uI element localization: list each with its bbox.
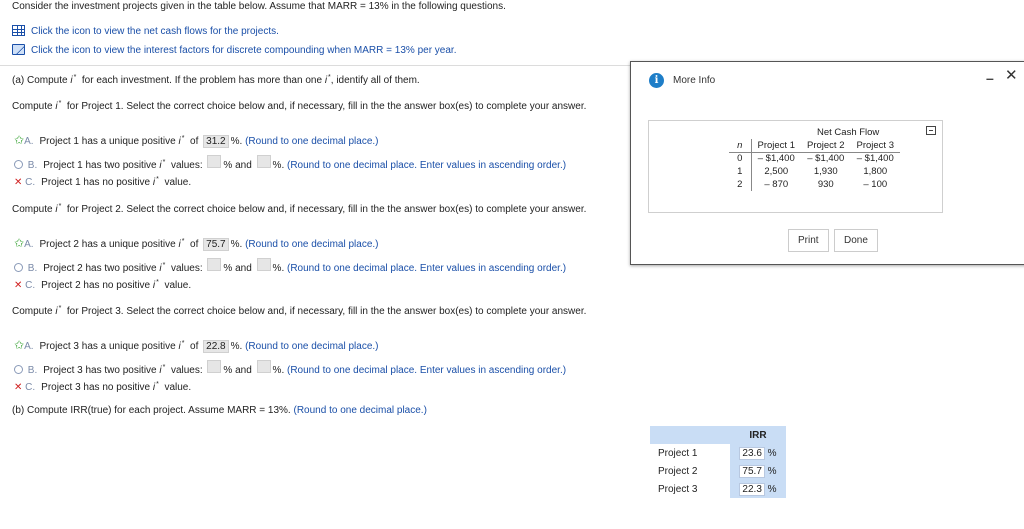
minimize-icon[interactable]: – [986, 70, 994, 86]
project1-prompt: Compute i* for Project 1. Select the correct choice below and, if necessary, fill in the the answer box(es) to complete your answer. [12, 100, 587, 112]
irr-answer-box[interactable]: 22.3 [739, 483, 764, 496]
project1-option-b[interactable]: B. Project 1 has two positive i* values: % and %. (Round to one decimal place. Enter values in ascending order.) [14, 155, 566, 171]
correct-star-icon: ✩ [14, 338, 25, 352]
project3-option-c[interactable]: ✕ C. Project 3 has no positive i* value. [14, 381, 192, 393]
answer-box-1[interactable] [207, 360, 221, 373]
irr-row-label: Project 1 [650, 444, 730, 462]
cash-flow-frame [648, 120, 943, 213]
divider [0, 65, 630, 66]
project1-option-c[interactable]: ✕ C. Project 1 has no positive i* value. [14, 176, 192, 188]
project2-prompt: Compute i* for Project 2. Select the correct choice below and, if necessary, fill in the the answer box(es) to complete your answer. [12, 203, 587, 215]
cashflows-link-text[interactable]: Click the icon to view the net cash flows for the projects. [31, 26, 279, 37]
table-caption: Net Cash Flow [817, 127, 880, 138]
table-grid-icon[interactable] [12, 25, 25, 36]
factors-link[interactable] [12, 44, 456, 56]
part-b-heading: (b) Compute IRR(true) for each project. Assume MARR = 13%. (Round to one decimal place.) [12, 405, 427, 416]
col-project2: Project 2 [801, 139, 851, 152]
part-a-heading: (a) Compute i* for each investment. If the problem has more than one i*, identify all of them. [12, 74, 420, 86]
project2-option-b[interactable]: B. Project 2 has two positive i* values: % and %. (Round to one decimal place. Enter values in ascending order.) [14, 258, 566, 274]
project3-option-a[interactable]: ✩A. Project 3 has a unique positive i* of 22.8 %. (Round to one decimal place.) [14, 338, 379, 352]
project2-answer-box[interactable]: 75.7 [203, 238, 228, 251]
irr-answer-box[interactable]: 75.7 [739, 465, 764, 478]
correct-star-icon: ✩ [14, 133, 25, 147]
project2-option-c[interactable]: ✕ C. Project 2 has no positive i* value. [14, 279, 192, 291]
project3-answer-box[interactable]: 22.8 [203, 340, 228, 353]
radio-icon[interactable] [14, 365, 23, 374]
question-intro: Consider the investment projects given in the table below. Assume that MARR = 13% in the following questions. [12, 1, 506, 12]
table-row: 2 – 870 930 – 100 [729, 178, 900, 191]
answer-box-2[interactable] [257, 155, 271, 168]
project3-option-b[interactable]: B. Project 3 has two positive i* values: % and %. (Round to one decimal place. Enter values in ascending order.) [14, 360, 566, 376]
factors-link-text[interactable]: Click the icon to view the interest factors for discrete compounding when MARR = 13% per year. [31, 45, 457, 56]
wrong-x-icon: ✕ [14, 280, 23, 291]
irr-table [650, 426, 786, 498]
table-row: Project 1 23.6 % [650, 444, 786, 462]
more-info-dialog [630, 61, 1024, 265]
project1-option-a[interactable]: ✩A. Project 1 has a unique positive i* of 31.2 %. (Round to one decimal place.) [14, 133, 379, 147]
close-icon[interactable]: ✕ [1005, 67, 1018, 84]
table-row: 0 – $1,400 – $1,400 – $1,400 [729, 152, 900, 165]
col-project3: Project 3 [851, 139, 901, 152]
irr-header: IRR [730, 426, 786, 444]
correct-star-icon: ✩ [14, 236, 25, 250]
table-row: 1 2,500 1,930 1,800 [729, 165, 900, 178]
answer-box-1[interactable] [207, 155, 221, 168]
answer-box-1[interactable] [207, 258, 221, 271]
irr-row-label: Project 2 [650, 462, 730, 480]
radio-icon[interactable] [14, 263, 23, 272]
table-row: Project 2 75.7 % [650, 462, 786, 480]
cashflows-link[interactable] [12, 25, 279, 37]
notebook-icon[interactable] [12, 44, 25, 55]
project2-option-a[interactable]: ✩A. Project 2 has a unique positive i* of 75.7 %. (Round to one decimal place.) [14, 236, 379, 250]
answer-box-2[interactable] [257, 258, 271, 271]
irr-answer-box[interactable]: 23.6 [739, 447, 764, 460]
irr-row-label: Project 3 [650, 480, 730, 498]
answer-box-2[interactable] [257, 360, 271, 373]
wrong-x-icon: ✕ [14, 382, 23, 393]
done-button[interactable]: Done [834, 229, 878, 252]
project1-answer-box[interactable]: 31.2 [203, 135, 228, 148]
copy-data-icon[interactable] [926, 126, 936, 135]
dialog-title: More Info [673, 75, 716, 86]
wrong-x-icon: ✕ [14, 177, 23, 188]
print-button[interactable]: Print [788, 229, 829, 252]
cash-flow-table [729, 139, 900, 191]
project3-prompt: Compute i* for Project 3. Select the correct choice below and, if necessary, fill in the the answer box(es) to complete your answer. [12, 305, 587, 317]
info-icon: i [649, 73, 664, 88]
col-n: n [729, 139, 751, 152]
col-project1: Project 1 [751, 139, 801, 152]
table-row: Project 3 22.3 % [650, 480, 786, 498]
radio-icon[interactable] [14, 160, 23, 169]
